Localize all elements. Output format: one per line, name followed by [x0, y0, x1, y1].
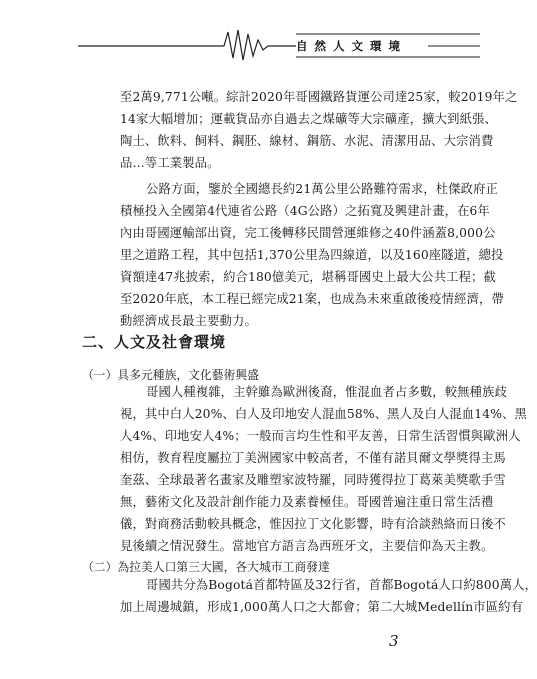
- paragraph-line: 視，其中白人20%、白人及印地安人混血58%、黑人及白人混血14%、黑: [120, 407, 527, 421]
- paragraph-line: 陶土、飲料、飼料、鋼胚、線材、鋼筋、水泥、清潔用品、大宗消費: [120, 134, 494, 148]
- paragraph-line: 無，藝術文化及設計創作能力及素養極佳。哥國普遍注重日常生活禮: [120, 495, 494, 509]
- paragraph-line: 加上周邊城鎮，形成1,000萬人口之大都會；第二大城Medellín市區約有: [120, 600, 524, 614]
- header-decoration: [0, 0, 480, 70]
- paragraph-line: 資額達47兆披索，約合180億美元，堪稱哥國史上最大公共工程；截: [120, 270, 496, 284]
- section-heading: 二、人文及社會環境: [82, 333, 227, 351]
- paragraph-line: 哥國共分為Bogotá首都特區及32行省，首都Bogotá人口約800萬人，: [146, 578, 537, 592]
- paragraph-line: 至2020年底，本工程已經完成21案，也成為未來重啟後疫情經濟，帶: [120, 292, 504, 306]
- paragraph-line: 儀，對商務活動較具概念，惟因拉丁文化影響，時有洽談熱絡而日後不: [120, 517, 506, 531]
- subsection-heading: （二）為拉美人口第三大國，各大城市工商發達: [82, 560, 330, 574]
- paragraph-line: 14家大幅增加；運載貨品亦自過去之煤礦等大宗礦產，擴大到紙張、: [120, 112, 497, 126]
- pulse-line-icon: [218, 30, 296, 60]
- paragraph-line: 積極投入全國第4代連省公路（4G公路）之拓寬及興建計畫，在6年: [120, 204, 490, 218]
- paragraph-line: 奎茲、全球最著名畫家及雕塑家波特羅，同時獲得拉丁葛萊美獎歌手雪: [120, 473, 506, 487]
- running-header-title: 自然人文環境: [296, 39, 407, 53]
- paragraph-line: 動經濟成長最主要動力。: [120, 314, 257, 328]
- page-header: [0, 0, 480, 70]
- paragraph-line: 內由哥國運輸部出資，完工後轉移民間營運維修之40件涵蓋8,000公: [120, 226, 496, 240]
- paragraph-line: 至2萬9,771公噸。綜計2020年哥國鐵路貨運公司達25家，較2019年之: [120, 90, 518, 104]
- paragraph-line: 相仿，教育程度屬拉丁美洲國家中較高者，不僅有諾貝爾文學獎得主馬: [120, 451, 506, 465]
- paragraph-line: 哥國人種複雜，主幹雖為歐洲後裔，惟混血者占多數，較無種族歧: [146, 385, 507, 399]
- paragraph-line: 公路方面，鑒於全國總長約21萬公里公路難符需求，杜傑政府正: [146, 182, 499, 196]
- paragraph-line: 品…等工業製品。: [120, 156, 220, 170]
- paragraph-line: 里之道路工程，其中包括1,370公里為四線道，以及160座隧道，總投: [120, 248, 504, 262]
- subsection-heading: （一）具多元種族，文化藝術興盛: [82, 368, 259, 382]
- paragraph-line: 人4%、印地安人4%；一般而言均生性和平友善，日常生活習慣與歐洲人: [120, 429, 521, 443]
- page-number: 3: [389, 632, 399, 650]
- paragraph-line: 見後續之情況發生。當地官方語言為西班牙文，主要信仰為天主教。: [120, 539, 494, 553]
